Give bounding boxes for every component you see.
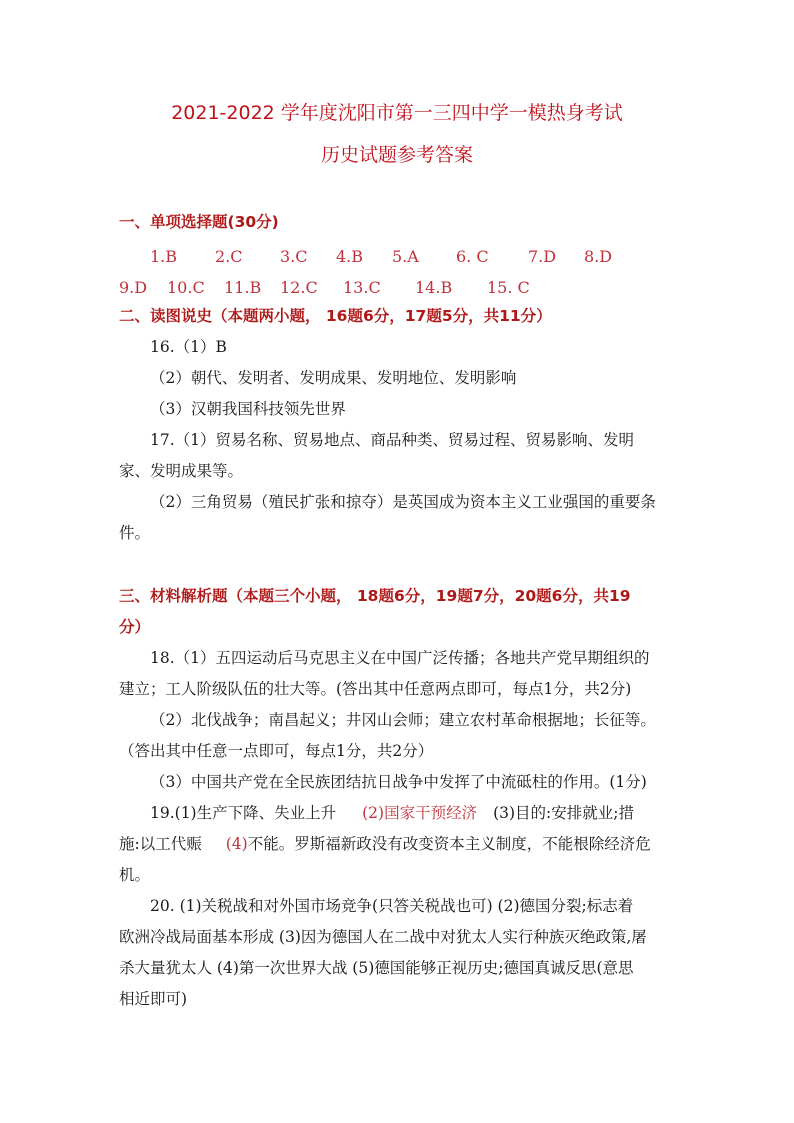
q19-part3-cont: 施:以工代赈 <box>119 835 202 853</box>
mc-answer: 2.C <box>215 247 243 266</box>
mc-answer: 8.D <box>584 247 613 266</box>
q19-line2 <box>119 837 651 853</box>
mc-answer: 3.C <box>280 247 308 266</box>
q16-part2: （2）朝代、发明者、发明成果、发明地位、发明影响 <box>150 369 517 387</box>
q19-line3: 机。 <box>119 866 151 884</box>
q19-line1 <box>150 806 634 822</box>
q20-line4: 相近即可) <box>119 990 188 1008</box>
q17-part1-line1: 17.（1）贸易名称、贸易地点、商品种类、贸易过程、贸易影响、发明 <box>150 431 635 449</box>
q20-line3: 杀大量犹太人 (4)第一次世界大战 (5)德国能够正视历史;德国真诚反思(意思 <box>119 959 634 977</box>
q18-part2-line2: （答出其中任意一点即可，每点1分，共2分） <box>119 742 434 760</box>
q19-part4-label: (4) <box>225 835 248 853</box>
q19-part2: (2)国家干预经济 <box>362 804 478 822</box>
q20-line1: 20. (1)关税战和对外国市场竞争(只答关税战也可) (2)德国分裂;标志着 <box>150 897 634 915</box>
mc-answer: 5.A <box>392 247 419 266</box>
mc-answer: 12.C <box>280 278 318 297</box>
mc-answer: 10.C <box>167 278 205 297</box>
mc-answer: 9.D <box>119 278 148 297</box>
section2-heading: 二、读图说史（本题两小题， 16题6分，17题5分，共11分） <box>119 307 552 325</box>
section3-heading-line2: 分） <box>119 618 151 636</box>
q16-part1: 16.（1）B <box>150 338 227 356</box>
q17-part2-line2: 件。 <box>119 524 151 542</box>
mc-answer: 4.B <box>336 247 364 266</box>
mc-answer: 6. C <box>456 247 489 266</box>
q16-part3: （3）汉朝我国科技领先世界 <box>150 400 346 418</box>
mc-answer: 13.C <box>343 278 381 297</box>
q17-part2-line1: （2）三角贸易（殖民扩张和掠夺）是英国成为资本主义工业强国的重要条 <box>150 493 656 511</box>
q18-part1-line1: 18.（1）五四运动后马克思主义在中国广泛传播；各地共产党早期组织的 <box>150 649 650 667</box>
mc-answer: 7.D <box>528 247 557 266</box>
q18-part1-line2: 建立；工人阶级队伍的壮大等。(答出其中任意两点即可，每点1分，共2分) <box>119 680 632 698</box>
mc-answer: 1.B <box>150 247 178 266</box>
page-subtitle: 历史试题参考答案 <box>320 144 473 166</box>
mc-answer: 11.B <box>224 278 262 297</box>
q18-part3: （3）中国共产党在全民族团结抗日战争中发挥了中流砥柱的作用。(1分) <box>150 773 647 791</box>
q19-part1: 19.(1)生产下降、失业上升 <box>150 804 337 822</box>
mc-answer: 15. C <box>487 278 530 297</box>
q19-part3: (3)目的:安排就业;措 <box>493 804 634 822</box>
q18-part2-line1: （2）北伐战争；南昌起义；井冈山会师；建立农村革命根据地；长征等。 <box>150 711 656 729</box>
section1-heading: 一、单项选择题(30分) <box>119 213 279 231</box>
page-title: 2021-2022 学年度沈阳市第一三四中学一模热身考试 <box>171 102 623 124</box>
section3-heading-line1: 三、材料解析题（本题三个小题， 18题6分，19题7分，20题6分，共19 <box>119 587 631 605</box>
q19-part4: 不能。罗斯福新政没有改变资本主义制度，不能根除经济危 <box>247 835 651 853</box>
q17-part1-line2: 家、发明成果等。 <box>119 462 244 480</box>
q20-line2: 欧洲冷战局面基本形成 (3)因为德国人在二战中对犹太人实行种族灭绝政策,屠 <box>119 928 647 946</box>
mc-answer: 14.B <box>415 278 453 297</box>
